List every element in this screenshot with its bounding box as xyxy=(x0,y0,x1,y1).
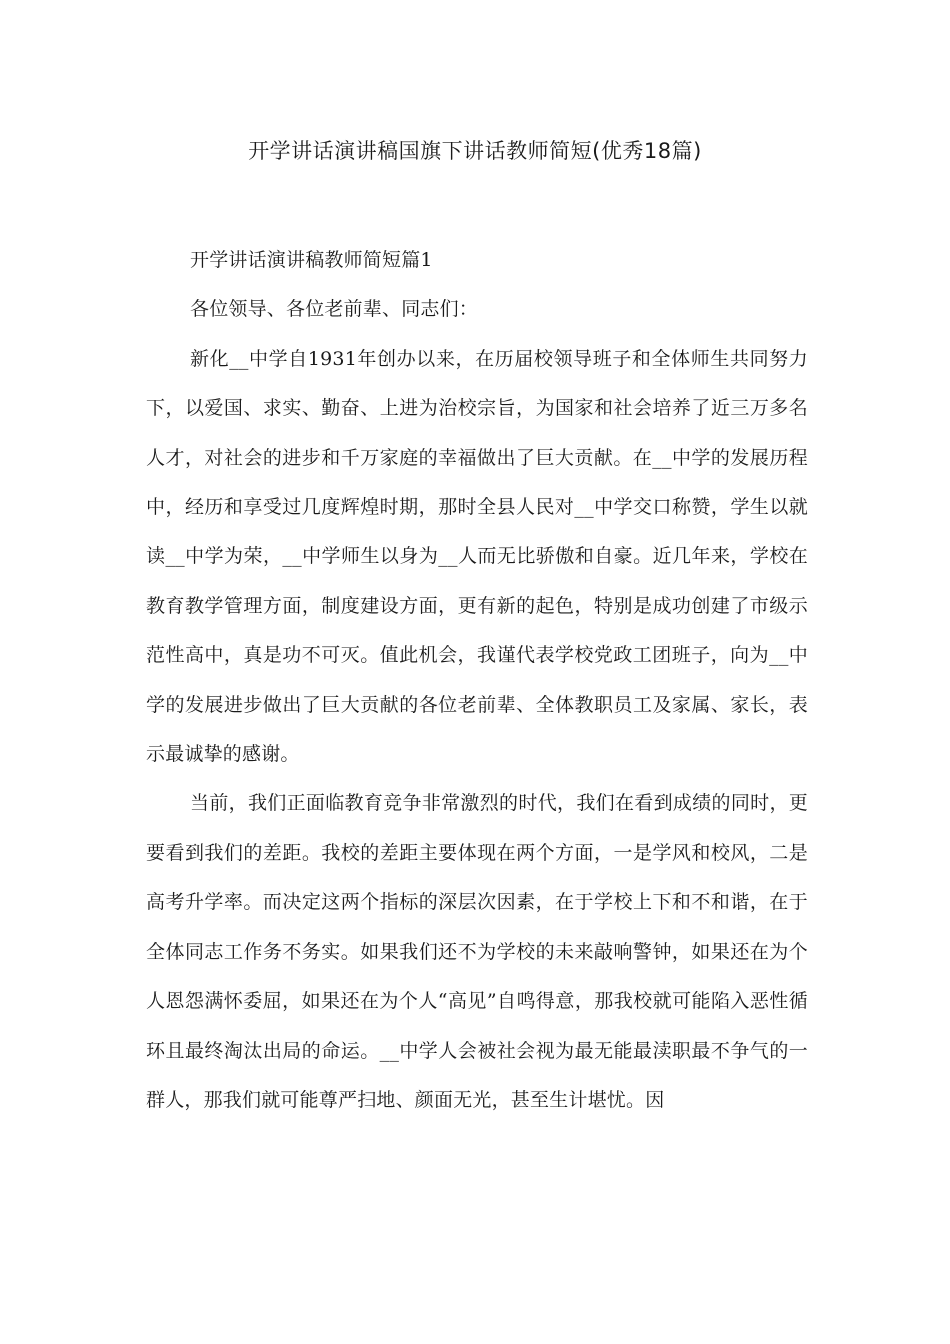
body-paragraph-1: 新化__中学自1931年创办以来，在历届校领导班子和全体师生共同努力下，以爱国、求实、勤奋、上进为治校宗旨，为国家和社会培养了近三万多名人才，对社会的进步和千万家庭的幸福做出了巨大贡献。在__中学的发展历程中，经历和享受过几度辉煌时期，那时全县人民对__中学交口称赞，学生以就读__中学为荣，__中学师生以身为__人而无比骄傲和自豪。近几年来，学校在教育教学管理方面，制度建设方面，更有新的起色，特别是成功创建了市级示范性高中，真是功不可灭。值此机会，我谨代表学校党政工团班子，向为__中学的发展进步做出了巨大贡献的各位老前辈、全体教职员工及家属、家长，表示最诚挚的感谢。 xyxy=(146,347,808,766)
salutation: 各位领导、各位老前辈、同志们： xyxy=(190,298,479,321)
body-paragraph-2: 当前，我们正面临教育竞争非常激烈的时代，我们在看到成绩的同时，更要看到我们的差距。我校的差距主要体现在两个方面，一是学风和校风，二是高考升学率。而决定这两个指标的深层次因素，在于学校上下和不和谐，在于全体同志工作务不务实。如果我们还不为学校的未来敲响警钟，如果还在为个人恩怨满怀委屈，如果还在为个人“高见”自鸣得意，那我校就可能陷入恶性循环且最终淘汰出局的命运。__中学人会被社会视为最无能最渎职最不争气的一群人，那我们就可能尊严扫地、颜面无光，甚至生计堪忧。因 xyxy=(146,792,808,1111)
document-title: 开学讲话演讲稿国旗下讲话教师简短(优秀18篇) xyxy=(248,139,702,163)
section-heading: 开学讲话演讲稿教师简短篇1 xyxy=(190,249,433,271)
document-body xyxy=(146,236,808,1125)
